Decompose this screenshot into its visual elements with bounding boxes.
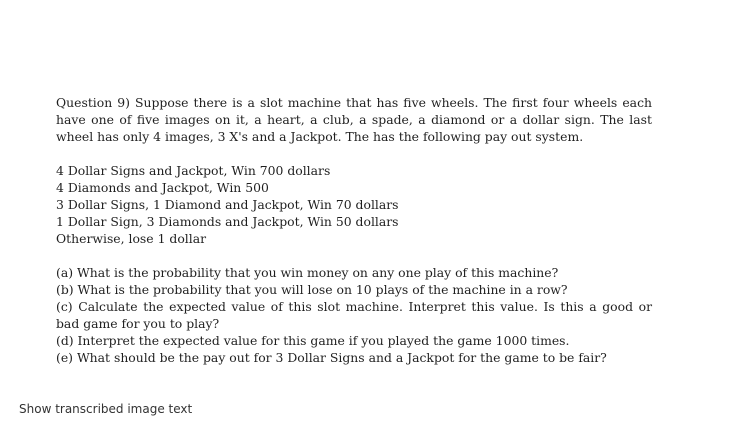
question-part-e: (e) What should be the pay out for 3 Dollar Signs and a Jackpot for the game to be fair? bbox=[56, 350, 607, 365]
payout-item: 4 Diamonds and Jackpot, Win 500 bbox=[56, 180, 269, 195]
question-intro: Question 9) Suppose there is a slot machine that has five wheels. The first four wheels each have one of five images on it, a heart, a club, a spade, a diamond or a dollar sign. The last wheel has only 4 images, 3 X's and a Jackpot. The has the following pay out system. bbox=[56, 95, 652, 144]
payout-item: Otherwise, lose 1 dollar bbox=[56, 231, 207, 246]
show-transcribed-text-link[interactable]: Show transcribed image text bbox=[19, 402, 193, 416]
spacer bbox=[56, 145, 652, 162]
question-part-a: (a) What is the probability that you win money on any one play of this machine? bbox=[56, 265, 559, 280]
question-document bbox=[56, 94, 652, 366]
payout-item: 1 Dollar Sign, 3 Diamonds and Jackpot, Win 50 dollars bbox=[56, 214, 399, 229]
payout-item: 4 Dollar Signs and Jackpot, Win 700 dollars bbox=[56, 163, 331, 178]
question-part-d: (d) Interpret the expected value for this game if you played the game 1000 times. bbox=[56, 333, 570, 348]
payout-list bbox=[56, 162, 652, 247]
question-parts bbox=[56, 264, 652, 366]
spacer bbox=[56, 247, 652, 264]
question-part-b: (b) What is the probability that you will lose on 10 plays of the machine in a row? bbox=[56, 282, 568, 297]
payout-item: 3 Dollar Signs, 1 Diamond and Jackpot, Win 70 dollars bbox=[56, 197, 399, 212]
question-part-c: (c) Calculate the expected value of this slot machine. Interpret this value. Is this a good or bad game for you to play? bbox=[56, 299, 652, 331]
